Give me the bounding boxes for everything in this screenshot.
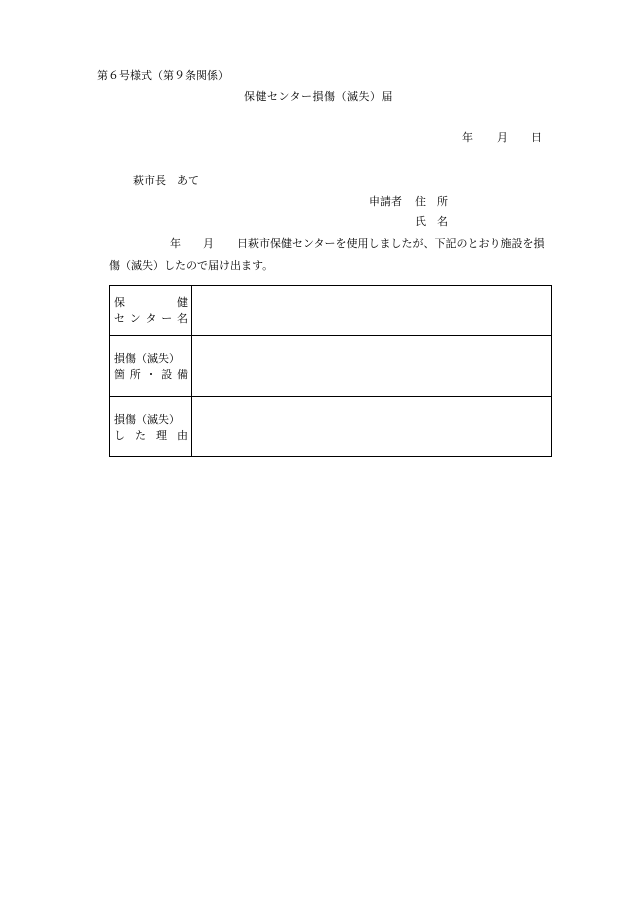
- facility-name-label-line1: 保 健: [114, 296, 188, 309]
- damaged-location-label-line2: 箇 所 ・ 設 備: [114, 368, 188, 381]
- table-row-damaged-location: [110, 335, 551, 396]
- date-month-label: 月: [497, 131, 508, 144]
- damage-reason-label-line1: 損傷（滅失）: [114, 413, 180, 426]
- report-form-table: [109, 285, 552, 457]
- addressee: 萩市長 あて: [133, 174, 199, 187]
- body-month-label: 月: [203, 237, 214, 250]
- date-day-label: 日: [531, 131, 542, 144]
- body-year-label: 年: [170, 237, 181, 250]
- damaged-location-label-line1: 損傷（滅失）: [114, 352, 180, 365]
- table-row-facility-name: [110, 286, 551, 335]
- applicant-label: 申請者: [369, 195, 402, 208]
- date-year-label: 年: [462, 131, 473, 144]
- applicant-name-label: 氏 名: [415, 215, 448, 228]
- form-number: 第６号様式（第９条関係）: [97, 69, 229, 82]
- table-row-damage-reason: [110, 396, 551, 456]
- body-text-line2: 傷（滅失）したので届け出ます。: [109, 259, 274, 272]
- applicant-address-label: 住 所: [415, 195, 448, 208]
- document-title: 保健センター損傷（滅失）届: [244, 90, 394, 103]
- facility-name-label-line2: セ ン タ ー 名: [114, 312, 188, 325]
- body-text-line1: 日萩市保健センターを使用しましたが、下記のとおり施設を損: [237, 237, 545, 250]
- damage-reason-label-line2: し た 理 由: [114, 429, 188, 442]
